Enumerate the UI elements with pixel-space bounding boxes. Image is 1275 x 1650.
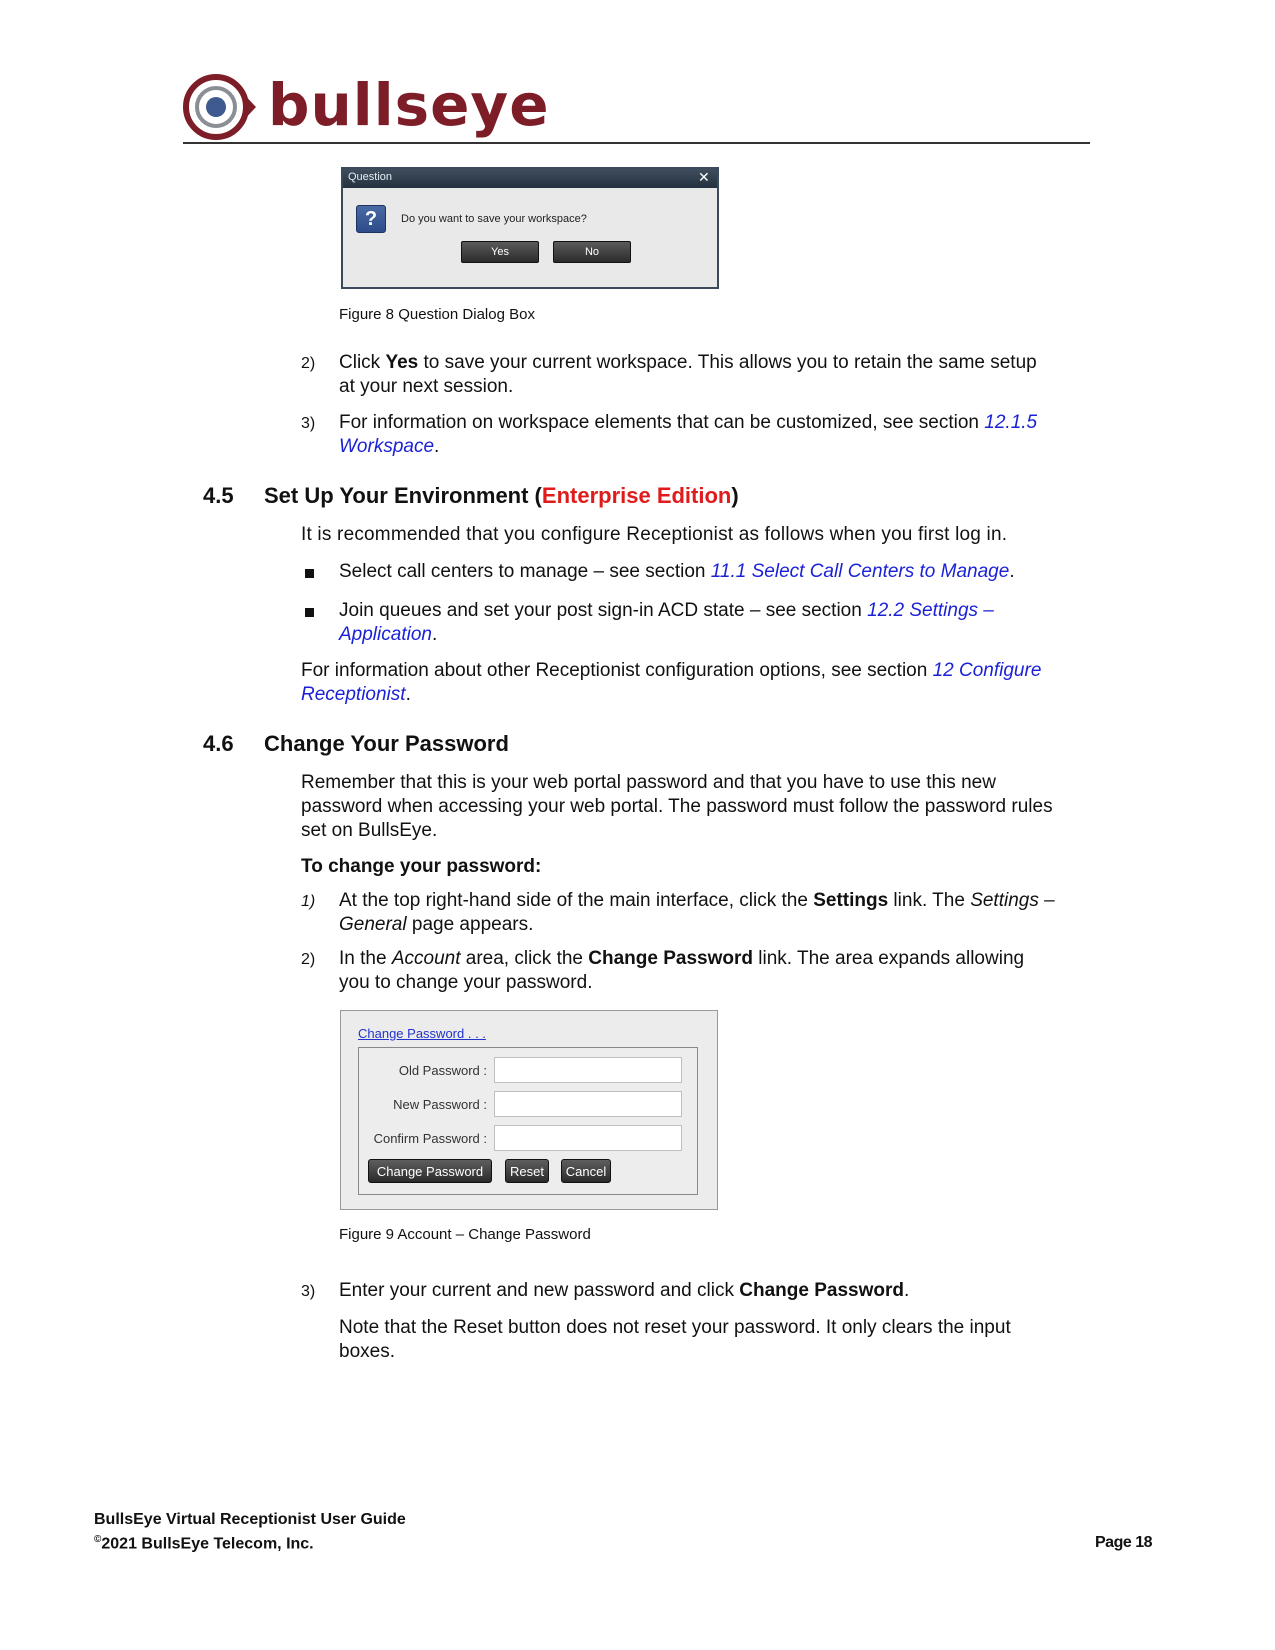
receptionist-link[interactable]: Receptionist (301, 684, 406, 705)
step-text-line2: at your next session. (339, 376, 514, 397)
bullet-marker (305, 569, 314, 578)
question-icon: ? (356, 205, 386, 233)
header-divider (183, 142, 1090, 144)
yes-bold: Yes (385, 352, 419, 373)
account-italic: Account (391, 948, 461, 969)
step-text-line2: you to change your password. (339, 972, 593, 993)
workspace-link[interactable]: Workspace (339, 436, 435, 457)
confirm-password-input[interactable] (494, 1125, 682, 1151)
change-password-link[interactable]: Change Password . . . (358, 1026, 486, 1041)
section-title (264, 483, 739, 509)
workspace-section-link[interactable]: 12.1.5 (984, 412, 1038, 433)
procedure-subheading: To change your password: (301, 856, 542, 877)
settings-application-link[interactable]: 12.2 Settings – (867, 600, 994, 621)
period: . (903, 1280, 910, 1301)
step-number: 2) (301, 951, 316, 968)
cancel-button[interactable]: Cancel (561, 1159, 611, 1183)
copyright-text: 2021 BullsEye Telecom, Inc. (101, 1535, 314, 1553)
step-number: 2) (301, 355, 316, 372)
bullet-item (339, 599, 994, 622)
configure-receptionist-link[interactable]: 12 Configure (932, 660, 1042, 681)
application-link[interactable]: Application (339, 624, 432, 645)
step-text (339, 411, 1037, 434)
config-text-pre: For information about other Receptionist configuration options, see section (301, 660, 933, 681)
copyright-mark: © (94, 1534, 102, 1545)
step-text-post: to save your current workspace. This allows you to retain the same setup (418, 352, 1037, 373)
dialog-title: Question (348, 171, 393, 183)
step-text-pre: For information on workspace elements that can be customized, see section (339, 412, 985, 433)
new-password-label: New Password : (393, 1097, 487, 1112)
password-para-line3: set on BullsEye. (301, 820, 438, 841)
step-text-post: page appears. (406, 914, 534, 935)
enterprise-edition-label: Enterprise Edition (541, 483, 732, 508)
footer-guide-title: BullsEye Virtual Receptionist User Guide (94, 1511, 406, 1528)
no-button[interactable]: No (553, 241, 631, 263)
step-text (339, 1279, 909, 1302)
reset-button[interactable]: Reset (505, 1159, 549, 1183)
footer-copyright (94, 1534, 314, 1553)
confirm-password-label: Confirm Password : (373, 1131, 487, 1146)
settings-bold: Settings (813, 890, 889, 911)
change-password-button[interactable]: Change Password (368, 1159, 492, 1183)
step-text (339, 351, 1037, 374)
step-text (339, 889, 1055, 912)
title-pre: Set Up Your Environment ( (264, 483, 542, 508)
bullet-item (339, 560, 1015, 583)
step-text-pre: Enter your current and new password and click (339, 1280, 740, 1301)
step-number: 3) (301, 415, 316, 432)
config-options-text-line2 (301, 683, 411, 706)
bullet-text: Join queues and set your post sign-in ACD state – see section (339, 600, 868, 621)
note-line1: Note that the Reset button does not reset your password. It only clears the input (339, 1317, 1011, 1338)
step-text-post: link. The area expands allowing (752, 948, 1025, 969)
step-text-pre: Click (339, 352, 386, 373)
old-password-input[interactable] (494, 1057, 682, 1083)
title-post: ) (731, 483, 739, 508)
step-text-pre: At the top right-hand side of the main interface, click the (339, 890, 814, 911)
bullet-marker (305, 608, 314, 617)
question-dialog (341, 167, 719, 289)
section-title: Change Your Password (264, 731, 509, 756)
step-number: 3) (301, 1283, 316, 1300)
period: . (1009, 561, 1015, 582)
period: . (434, 436, 440, 457)
note-line2: boxes. (339, 1341, 395, 1362)
step-text-line2 (339, 913, 533, 936)
dialog-message: Do you want to save your workspace? (401, 213, 587, 225)
step-text (339, 947, 1024, 970)
section-number: 4.6 (203, 731, 234, 756)
figure8-caption: Figure 8 Question Dialog Box (339, 306, 535, 323)
close-icon[interactable]: ✕ (698, 169, 710, 185)
config-options-text (301, 659, 1041, 682)
figure9-caption: Figure 9 Account – Change Password (339, 1226, 591, 1243)
dialog-titlebar (343, 169, 717, 188)
step-text-pre: In the (339, 948, 392, 969)
old-password-label: Old Password : (398, 1063, 487, 1078)
bullseye-logo-icon (182, 72, 262, 142)
password-para-line1: Remember that this is your web portal password and that you have to use this new (301, 772, 996, 793)
yes-button[interactable]: Yes (461, 241, 539, 263)
logo-wordmark: bullseye (268, 71, 550, 139)
new-password-input[interactable] (494, 1091, 682, 1117)
section-intro: It is recommended that you configure Receptionist as follows when you first log in. (301, 524, 1008, 545)
period: . (431, 624, 438, 645)
page-number: Page 18 (1095, 1534, 1152, 1551)
bullet-item-line2 (339, 623, 437, 646)
settings-italic: Settings – (970, 890, 1055, 911)
section-number: 4.5 (203, 483, 234, 508)
step-text-line2 (339, 435, 439, 458)
password-para-line2: password when accessing your web portal. The password must follow the password rules (301, 796, 1053, 817)
change-password-bold: Change Password (739, 1280, 904, 1301)
step-text-mid: area, click the (460, 948, 589, 969)
change-password-figure (340, 1010, 718, 1210)
change-password-bold: Change Password (588, 948, 753, 969)
select-call-centers-link[interactable]: 11.1 Select Call Centers to Manage (710, 561, 1010, 582)
change-password-panel (358, 1047, 698, 1195)
step-text-mid: link. The (888, 890, 971, 911)
period: . (405, 684, 411, 705)
bullet-text: Select call centers to manage – see section (339, 561, 711, 582)
general-italic: General (339, 914, 407, 935)
step-number: 1) (301, 893, 316, 910)
